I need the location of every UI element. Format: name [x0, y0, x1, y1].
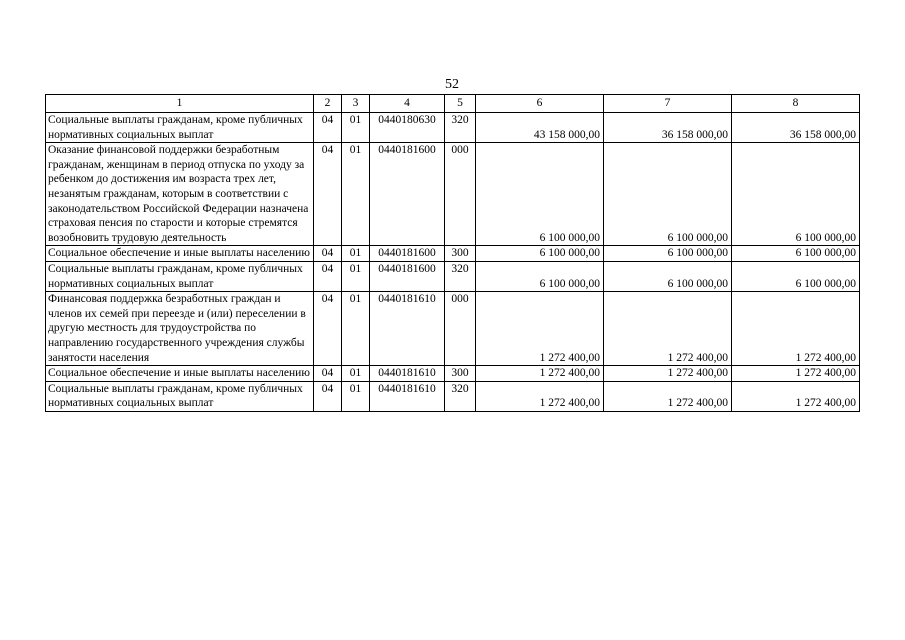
- column-header: 5: [445, 95, 476, 113]
- row-description: Социальное обеспечение и иные выплаты населению: [46, 366, 314, 382]
- amount-year-3: 6 100 000,00: [732, 261, 860, 291]
- target-article-code: 0440181610: [370, 292, 445, 366]
- amount-year-2: 6 100 000,00: [604, 143, 732, 246]
- expense-type-code: 000: [445, 292, 476, 366]
- row-description: Финансовая поддержка безработных граждан и членов их семей при переезде и (или) переселении в другую местность для трудоустройства по направлению государственного учреждения службы занятости населения: [46, 292, 314, 366]
- target-article-code: 0440181600: [370, 143, 445, 246]
- amount-year-1: 43 158 000,00: [476, 113, 604, 143]
- amount-year-1: 6 100 000,00: [476, 261, 604, 291]
- amount-year-1: 1 272 400,00: [476, 381, 604, 411]
- amount-year-1: 1 272 400,00: [476, 366, 604, 382]
- table-row: [46, 381, 860, 411]
- section-code: 04: [314, 261, 342, 291]
- amount-year-2: 6 100 000,00: [604, 246, 732, 262]
- row-description: Социальные выплаты гражданам, кроме публичных нормативных социальных выплат: [46, 113, 314, 143]
- section-code: 04: [314, 246, 342, 262]
- amount-year-3: 6 100 000,00: [732, 143, 860, 246]
- amount-year-3: 36 158 000,00: [732, 113, 860, 143]
- section-code: 04: [314, 292, 342, 366]
- expense-type-code: 000: [445, 143, 476, 246]
- expense-type-code: 320: [445, 113, 476, 143]
- table-row: [46, 366, 860, 382]
- expense-type-code: 320: [445, 261, 476, 291]
- amount-year-1: 6 100 000,00: [476, 143, 604, 246]
- column-header: 3: [342, 95, 370, 113]
- subsection-code: 01: [342, 292, 370, 366]
- target-article-code: 0440181610: [370, 366, 445, 382]
- amount-year-1: 6 100 000,00: [476, 246, 604, 262]
- target-article-code: 0440181600: [370, 261, 445, 291]
- row-description: Социальные выплаты гражданам, кроме публичных нормативных социальных выплат: [46, 381, 314, 411]
- target-article-code: 0440181610: [370, 381, 445, 411]
- column-header: 8: [732, 95, 860, 113]
- table-row: [46, 143, 860, 246]
- table-row: [46, 261, 860, 291]
- subsection-code: 01: [342, 261, 370, 291]
- amount-year-3: 1 272 400,00: [732, 381, 860, 411]
- subsection-code: 01: [342, 143, 370, 246]
- page-number: 52: [445, 77, 459, 92]
- table-row: [46, 292, 860, 366]
- amount-year-1: 1 272 400,00: [476, 292, 604, 366]
- amount-year-2: 6 100 000,00: [604, 261, 732, 291]
- table-row: [46, 246, 860, 262]
- amount-year-2: 1 272 400,00: [604, 381, 732, 411]
- section-code: 04: [314, 113, 342, 143]
- column-header: 2: [314, 95, 342, 113]
- target-article-code: 0440180630: [370, 113, 445, 143]
- expense-type-code: 300: [445, 246, 476, 262]
- section-code: 04: [314, 366, 342, 382]
- table-row: [46, 113, 860, 143]
- table-header-row: [46, 95, 860, 113]
- column-header: 7: [604, 95, 732, 113]
- amount-year-3: 1 272 400,00: [732, 366, 860, 382]
- section-code: 04: [314, 143, 342, 246]
- column-header: 6: [476, 95, 604, 113]
- row-description: Социальное обеспечение и иные выплаты населению: [46, 246, 314, 262]
- row-description: Оказание финансовой поддержки безработным гражданам, женщинам в период отпуска по уходу за ребенком до достижения им возраста трех лет, незанятым гражданам, которым в соответствии с законодательством Российской Федерации назначена страховая пенсия по старости и которые стремятся возобновить трудовую деятельность: [46, 143, 314, 246]
- subsection-code: 01: [342, 366, 370, 382]
- expense-type-code: 300: [445, 366, 476, 382]
- amount-year-2: 1 272 400,00: [604, 366, 732, 382]
- row-description: Социальные выплаты гражданам, кроме публичных нормативных социальных выплат: [46, 261, 314, 291]
- expense-type-code: 320: [445, 381, 476, 411]
- budget-table: [45, 94, 860, 412]
- subsection-code: 01: [342, 113, 370, 143]
- column-header: 1: [46, 95, 314, 113]
- section-code: 04: [314, 381, 342, 411]
- target-article-code: 0440181600: [370, 246, 445, 262]
- amount-year-3: 1 272 400,00: [732, 292, 860, 366]
- subsection-code: 01: [342, 381, 370, 411]
- amount-year-2: 36 158 000,00: [604, 113, 732, 143]
- subsection-code: 01: [342, 246, 370, 262]
- column-header: 4: [370, 95, 445, 113]
- amount-year-3: 6 100 000,00: [732, 246, 860, 262]
- amount-year-2: 1 272 400,00: [604, 292, 732, 366]
